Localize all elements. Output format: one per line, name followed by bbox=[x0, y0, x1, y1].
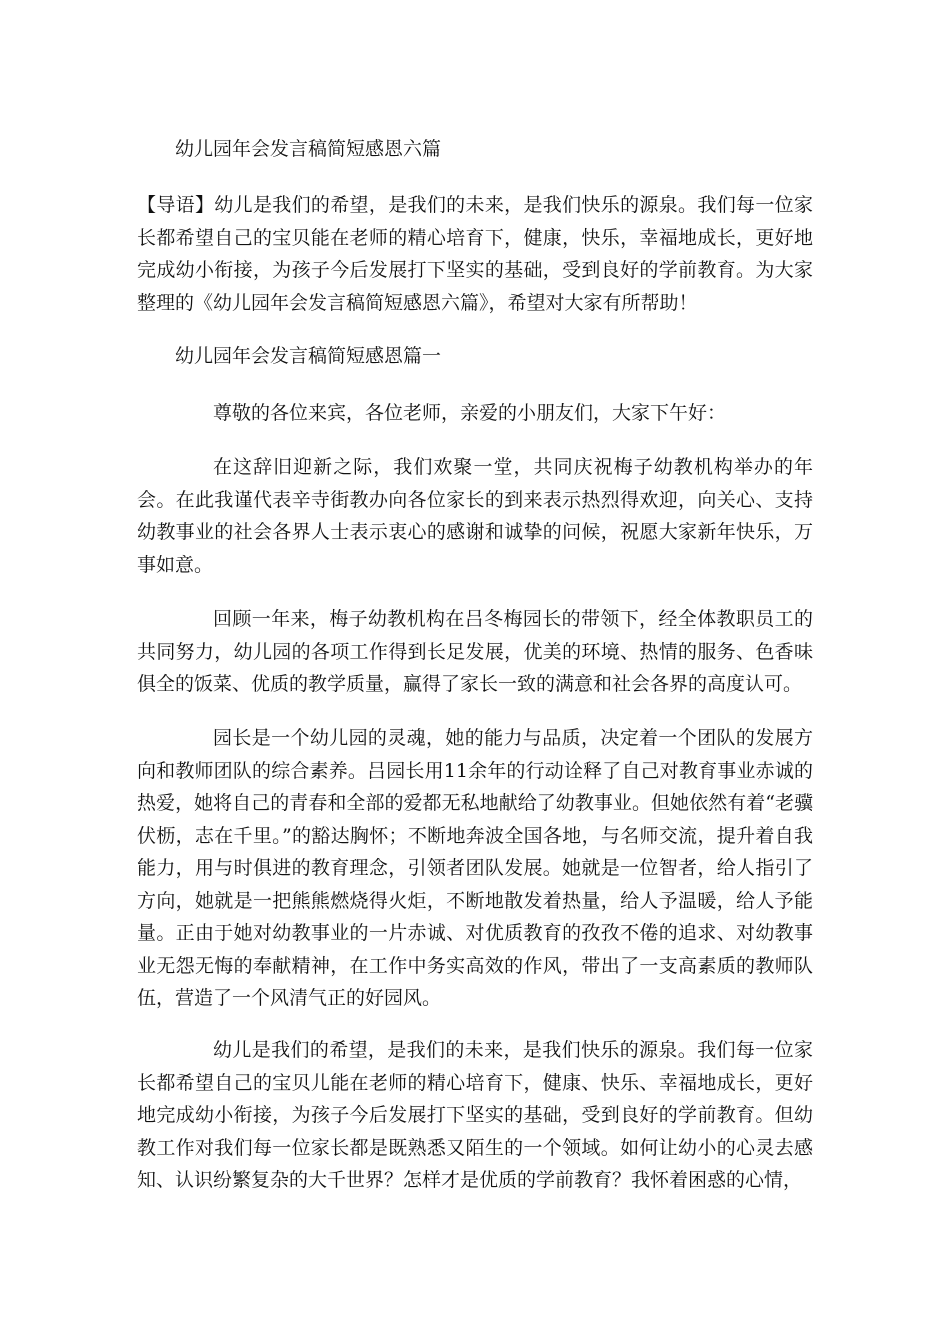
body-paragraph: 幼儿是我们的希望，是我们的未来，是我们快乐的源泉。我们每一位家长都希望自己的宝贝儿能在老师的精心培育下，健康、快乐、幸福地成长，更好地完成幼小衔接，为孩子今后发展打下坚实的基础，受到良好的学前教育。但幼教工作对我们每一位家长都是既熟悉又陌生的一个领域。如何让幼小的心灵去感知、认识纷繁复杂的大千世界？怎样才是优质的学前教育？我怀着困惑的心情， bbox=[137, 1039, 813, 1191]
intro-paragraph: 【导语】幼儿是我们的希望，是我们的未来，是我们快乐的源泉。我们每一位家长都希望自己的宝贝能在老师的精心培育下，健康，快乐，幸福地成长，更好地完成幼小衔接，为孩子今后发展打下坚实的基础，受到良好的学前教育。为大家整理的《幼儿园年会发言稿简短感恩六篇》，希望对大家有所帮助！ bbox=[137, 194, 813, 314]
body-paragraph: 在这辞旧迎新之际，我们欢聚一堂，共同庆祝梅子幼教机构举办的年会。在此我谨代表辛寺街教办向各位家长的到来表示热烈得欢迎，向关心、支持幼教事业的社会各界人士表示衷心的感谢和诚挚的问候，祝愿大家新年快乐，万事如意。 bbox=[137, 456, 813, 576]
salutation: 尊敬的各位来宾，各位老师，亲爱的小朋友们，大家下午好： bbox=[213, 402, 727, 424]
section-title: 幼儿园年会发言稿简短感恩篇一 bbox=[175, 345, 442, 367]
body-paragraph: 回顾一年来，梅子幼教机构在吕冬梅园长的带领下，经全体教职员工的共同努力，幼儿园的各项工作得到长足发展，优美的环境、热情的服务、色香味俱全的饭菜、优质的教学质量，赢得了家长一致的满意和社会各界的高度认可。 bbox=[137, 608, 813, 695]
document-title: 幼儿园年会发言稿简短感恩六篇 bbox=[175, 138, 442, 160]
body-paragraph: 园长是一个幼儿园的灵魂，她的能力与品质，决定着一个团队的发展方向和教师团队的综合素养。吕园长用11余年的行动诠释了自己对教育事业赤诚的热爱，她将自己的青春和全部的爱都无私地献给了幼教事业。但她依然有着“老骥伏枥，志在千里。”的豁达胸怀；不断地奔波全国各地，与名师交流，提升着自我能力，用与时俱进的教育理念，引领者团队发展。她就是一位智者，给人指引了方向，她就是一把熊熊燃烧得火炬，不断地散发着热量，给人予温暖，给人予能量。正由于她对幼教事业的一片赤诚、对优质教育的孜孜不倦的追求、对幼教事业无怨无悔的奉献精神，在工作中务实高效的作风，带出了一支高素质的教师队伍，营造了一个风清气正的好园风。 bbox=[137, 727, 813, 1009]
